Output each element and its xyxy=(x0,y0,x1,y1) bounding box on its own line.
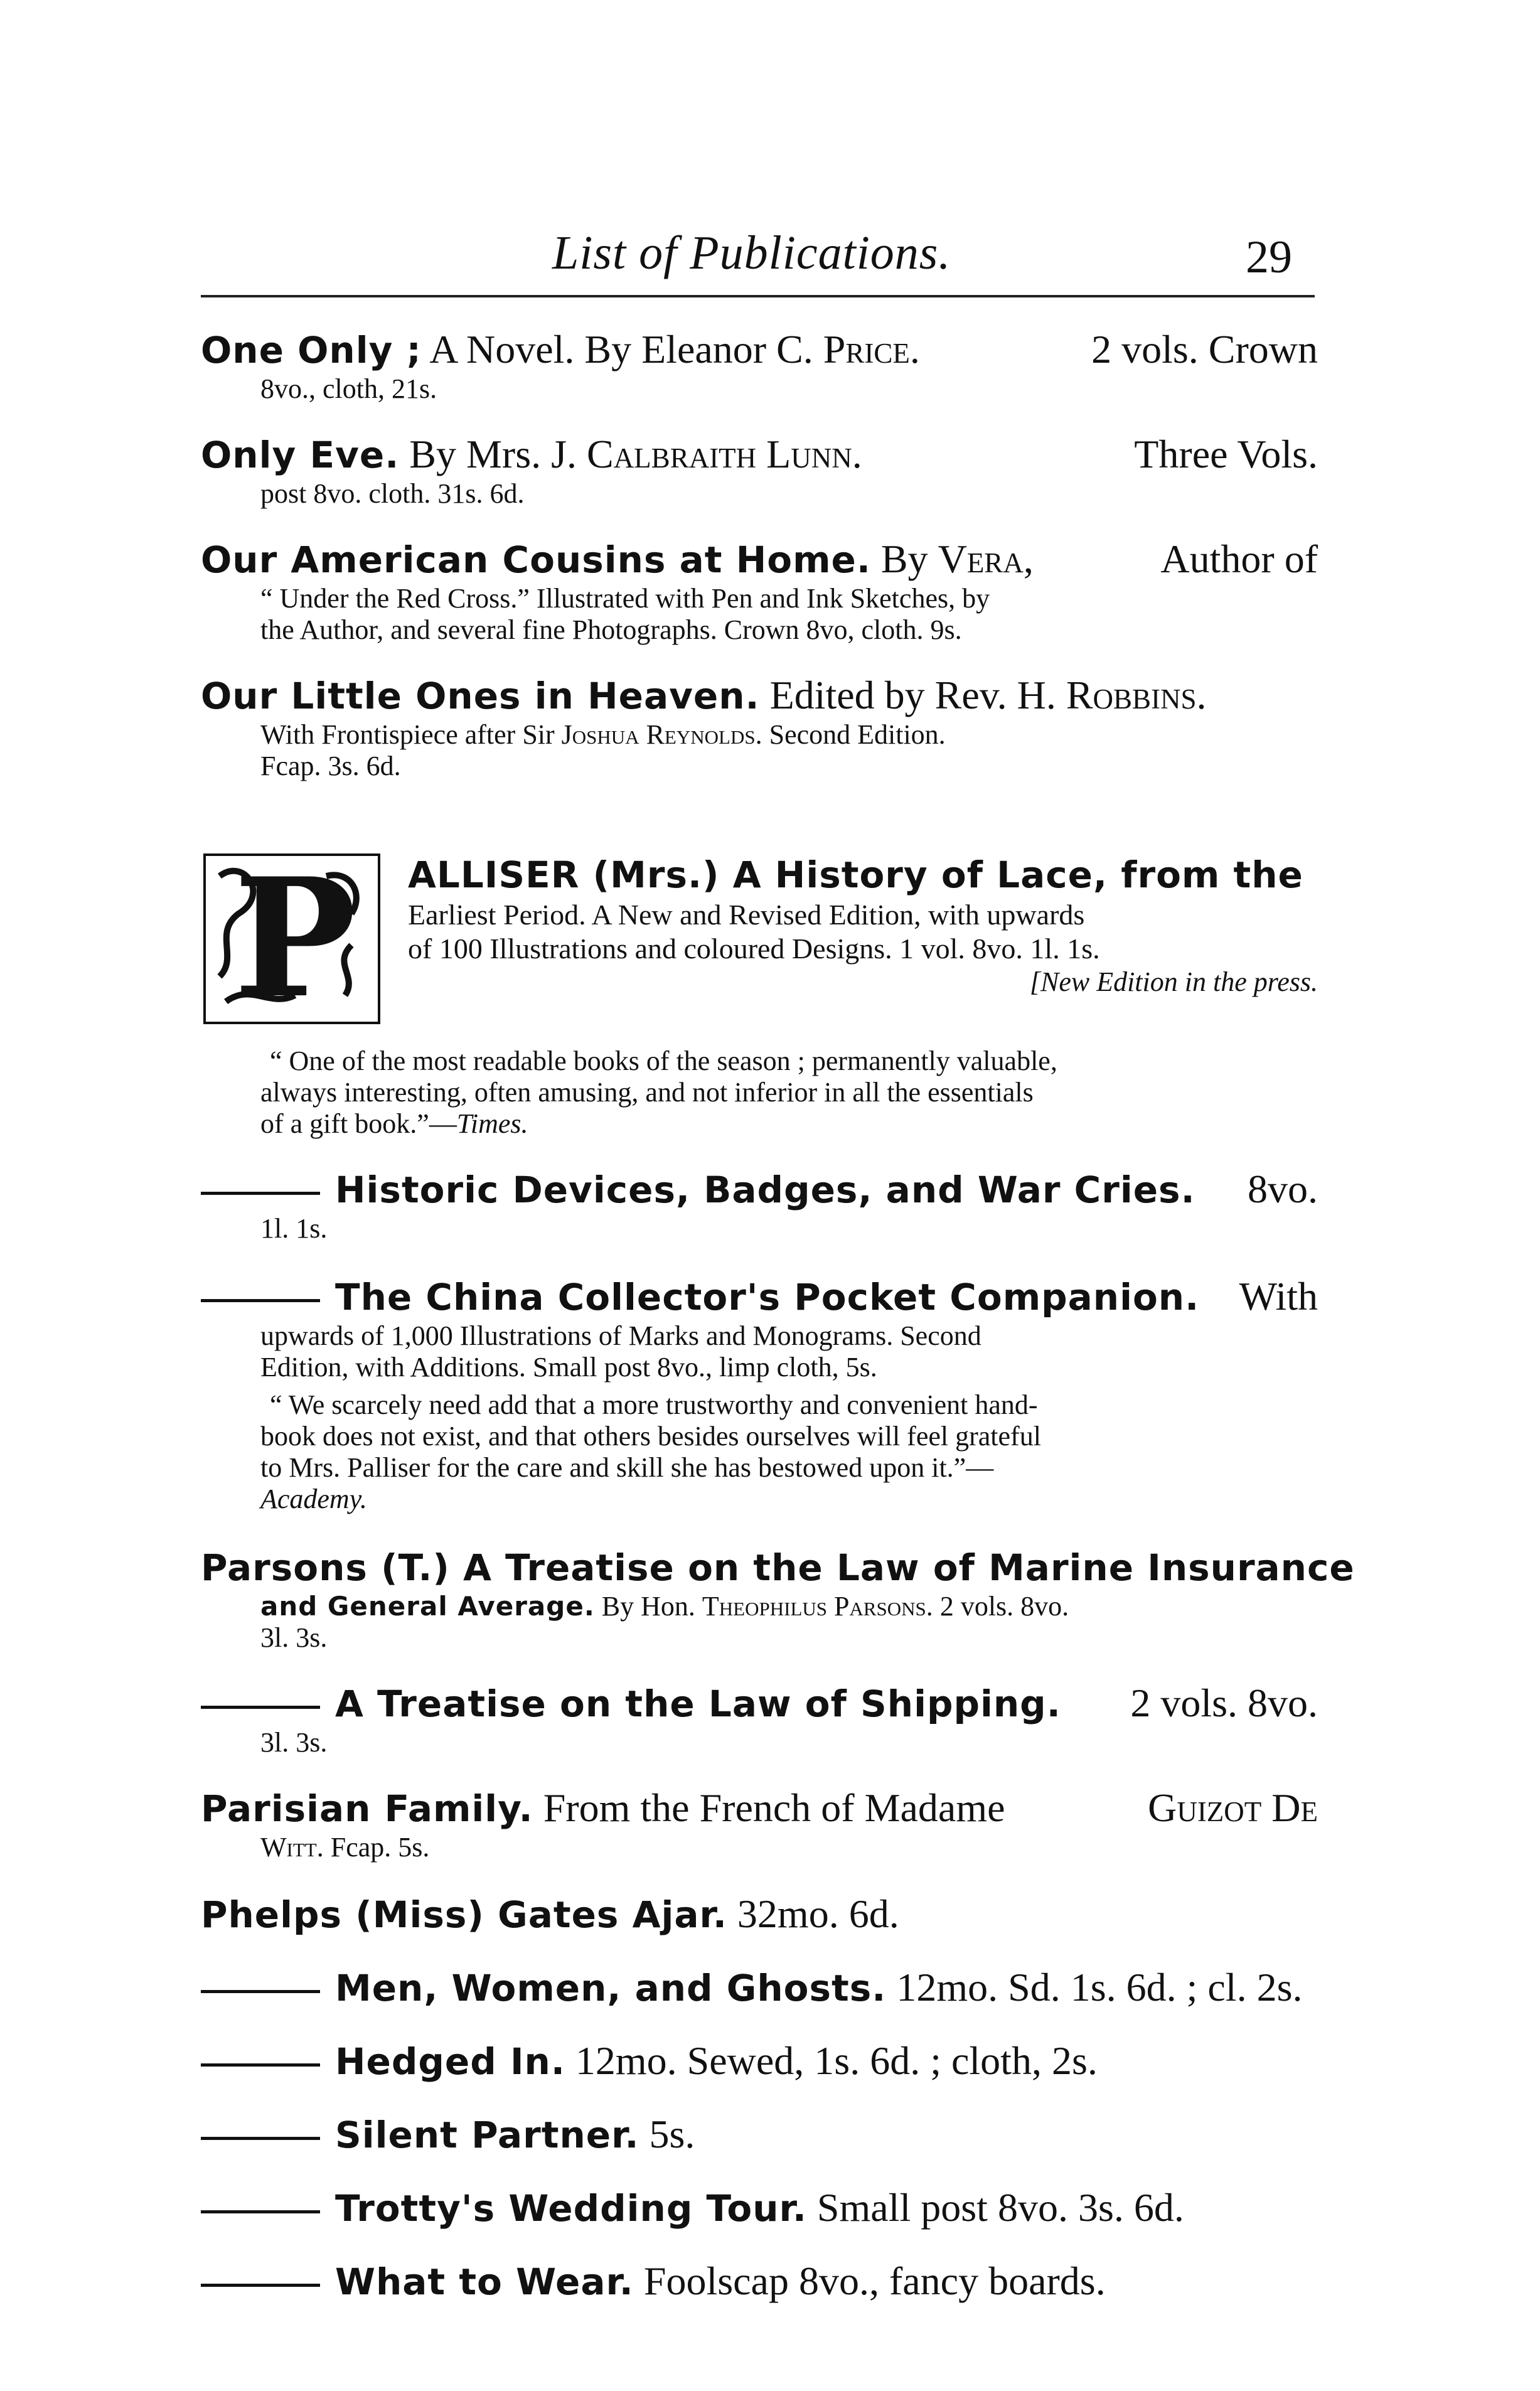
review-text: of a gift book.”— xyxy=(260,1108,457,1139)
entry-what-to-wear xyxy=(201,2258,1318,2305)
entry-palliser-review xyxy=(201,1046,1318,1140)
entry-our-american-cousins xyxy=(201,536,1318,646)
entry-silent-partner xyxy=(201,2111,1318,2158)
entry-line xyxy=(201,1544,1355,1591)
entry-text: With Frontispiece after Sir xyxy=(260,719,562,750)
entry-details: post 8vo. cloth. 31s. 6d. xyxy=(260,478,525,509)
author-name: Guizot De xyxy=(1148,1785,1318,1830)
entry-line-left xyxy=(201,326,920,373)
author-name: Price. xyxy=(823,327,920,372)
entry-title: Men, Women, and Ghosts. xyxy=(335,1967,887,2009)
running-title: List of Publications. xyxy=(552,227,951,279)
page-number: 29 xyxy=(1246,232,1292,283)
entry-line-left xyxy=(201,1680,1061,1727)
entry-trottys-wedding-tour xyxy=(201,2185,1318,2232)
entry-line-left xyxy=(201,1273,1199,1320)
edition-note: [New Edition in the press. xyxy=(1029,966,1318,997)
entry-line xyxy=(201,2111,1318,2158)
entry-line-left xyxy=(201,1785,1005,1832)
entry-only-eve xyxy=(201,431,1318,510)
entry-text: Three Vols. xyxy=(1134,432,1318,476)
ditto-dash xyxy=(201,1299,320,1302)
entry-text: Foolscap 8vo., fancy boards. xyxy=(643,2259,1106,2303)
ditto-dash xyxy=(201,1192,320,1195)
publication-list xyxy=(201,326,1355,2305)
entry-text: 32mo. 6d. xyxy=(737,1891,899,1936)
ditto-dash xyxy=(201,1706,320,1709)
entry-title: Parsons (T.) A Treatise on the Law of Marine Insurance xyxy=(201,1546,1355,1589)
entry-men-women-ghosts xyxy=(201,1964,1318,2011)
entry-text: Fcap. 5s. xyxy=(323,1832,430,1863)
entry-details xyxy=(201,719,1318,751)
entry-line xyxy=(201,1964,1318,2011)
entry-details: “ Under the Red Cross.” Illustrated with Pen and Ink Sketches, by xyxy=(260,583,990,614)
entry-title: One Only ; xyxy=(201,329,422,372)
entry-phelps-gates-ajar xyxy=(201,1891,1318,1938)
author-name: Vera, xyxy=(938,537,1034,581)
review-quote: always interesting, often amusing, and not inferior in all the essentials xyxy=(260,1077,1034,1108)
entry-details: 8vo., cloth, 21s. xyxy=(260,373,437,404)
header-rule xyxy=(201,295,1315,297)
entry-line-left xyxy=(201,536,1034,583)
entry-details: 3l. 3s. xyxy=(260,1622,328,1653)
entry-line xyxy=(201,2185,1318,2232)
entry-subtitle: and General Average. xyxy=(260,1591,595,1622)
entry-text: Edited by Rev. H. xyxy=(769,673,1066,717)
entry-title: Hedged In. xyxy=(335,2040,565,2083)
entry-details: upwards of 1,000 Illustrations of Marks and Monograms. Second xyxy=(260,1320,981,1351)
entry-line xyxy=(201,536,1318,583)
entry-title: The China Collector's Pocket Companion. xyxy=(335,1276,1200,1319)
entry-text: Author of xyxy=(1160,537,1318,581)
ditto-dash xyxy=(201,2063,320,2067)
entry-text: From the French of Madame xyxy=(543,1785,1005,1830)
entry-text: 12mo. Sd. 1s. 6d. ; cl. 2s. xyxy=(896,1965,1303,2009)
ditto-dash xyxy=(201,2210,320,2213)
entry-our-little-ones xyxy=(201,672,1318,782)
entry-title: ALLISER (Mrs.) A History of Lace, from the xyxy=(408,853,1303,896)
page-header xyxy=(0,226,1540,282)
ornamental-drop-cap-p xyxy=(201,851,383,1027)
ditto-dash xyxy=(201,2284,320,2287)
entry-parsons-shipping xyxy=(201,1680,1318,1758)
entry-text: 2 vols. Crown xyxy=(1091,327,1318,372)
entry-china-collector xyxy=(201,1273,1318,1515)
review-quote: book does not exist, and that others besides ourselves will feel grateful xyxy=(260,1421,1041,1452)
artist-name: Joshua Reynolds. xyxy=(561,719,762,750)
author-name: Calbraith Lunn. xyxy=(587,432,862,476)
entry-historic-devices xyxy=(201,1166,1318,1244)
entry-line xyxy=(201,1166,1318,1213)
entry-one-only xyxy=(201,326,1318,405)
entry-text: 8vo. xyxy=(1248,1167,1318,1211)
entry-title: Our American Cousins at Home. xyxy=(201,538,871,581)
entry-line xyxy=(201,326,1318,373)
entry-text: By Hon. xyxy=(594,1591,702,1622)
entry-details xyxy=(201,1591,1318,1622)
review-source: Times. xyxy=(456,1108,528,1139)
entry-details: 1l. 1s. xyxy=(260,1213,328,1244)
entry-text: Second Edition. xyxy=(762,719,946,750)
entry-line xyxy=(201,2258,1318,2305)
entry-details: of 100 Illustrations and coloured Designs. 1 vol. 8vo. 1l. 1s. xyxy=(408,933,1100,965)
entry-title: Silent Partner. xyxy=(335,2114,639,2156)
entry-line xyxy=(201,2038,1318,2085)
entry-line-left xyxy=(201,1166,1195,1213)
entry-line xyxy=(201,1273,1318,1320)
author-name: Theophilus Parsons. xyxy=(702,1591,933,1622)
author-name: Witt. xyxy=(260,1832,324,1863)
entry-text: By Mrs. J. xyxy=(409,432,587,476)
entry-details: 3l. 3s. xyxy=(260,1727,328,1758)
entry-text: A Novel. By Eleanor C. xyxy=(429,327,823,372)
entry-text: 5s. xyxy=(649,2112,695,2156)
entry-title: Our Little Ones in Heaven. xyxy=(201,675,760,717)
entry-line xyxy=(201,431,1318,478)
entry-parisian-family xyxy=(201,1785,1318,1863)
entry-hedged-in xyxy=(201,2038,1318,2085)
entry-text: 2 vols. 8vo. xyxy=(1130,1681,1318,1725)
entry-parsons-marine xyxy=(201,1544,1355,1654)
entry-text: By xyxy=(880,537,938,581)
review-quote xyxy=(201,1108,1318,1140)
entry-details xyxy=(201,1832,1318,1863)
review-quote: “ One of the most readable books of the season ; permanently valuable, xyxy=(270,1046,1057,1076)
entry-text: 2 vols. 8vo. xyxy=(933,1591,1069,1622)
entry-line xyxy=(408,851,1318,898)
entry-details: the Author, and several fine Photographs. Crown 8vo, cloth. 9s. xyxy=(260,614,962,645)
author-name: Robbins. xyxy=(1066,673,1207,717)
entry-text: Small post 8vo. 3s. 6d. xyxy=(816,2185,1184,2230)
drop-cap-letter: P xyxy=(233,851,356,1027)
review-quote: “ We scarcely need add that a more trustworthy and convenient hand- xyxy=(270,1389,1038,1420)
entry-details: Earliest Period. A New and Revised Edition, with upwards xyxy=(408,899,1085,931)
review-quote: to Mrs. Palliser for the care and skill she has bestowed upon it.”— xyxy=(260,1452,994,1483)
entry-title: What to Wear. xyxy=(335,2260,634,2303)
ditto-dash xyxy=(201,2137,320,2140)
entry-title: Only Eve. xyxy=(201,434,400,476)
entry-text: 12mo. Sewed, 1s. 6d. ; cloth, 2s. xyxy=(575,2038,1098,2083)
entry-line-left xyxy=(201,431,862,478)
entry-title: Phelps (Miss) Gates Ajar. xyxy=(201,1893,727,1936)
ditto-dash xyxy=(201,1990,320,1993)
entry-line xyxy=(201,1680,1318,1727)
entry-title: A Treatise on the Law of Shipping. xyxy=(335,1682,1061,1725)
entry-title: Historic Devices, Badges, and War Cries. xyxy=(335,1169,1195,1211)
entry-details: Edition, with Additions. Small post 8vo., limp cloth, 5s. xyxy=(260,1352,877,1383)
review-source: Academy. xyxy=(260,1484,367,1514)
entry-line xyxy=(201,1891,1318,1938)
entry-details: Fcap. 3s. 6d. xyxy=(260,751,401,781)
entry-title: Trotty's Wedding Tour. xyxy=(335,2187,807,2230)
entry-palliser-lace xyxy=(201,851,1318,1033)
entry-line xyxy=(201,672,1318,719)
entry-text: With xyxy=(1239,1274,1318,1319)
entry-line xyxy=(201,1785,1318,1832)
entry-title: Parisian Family. xyxy=(201,1787,533,1830)
